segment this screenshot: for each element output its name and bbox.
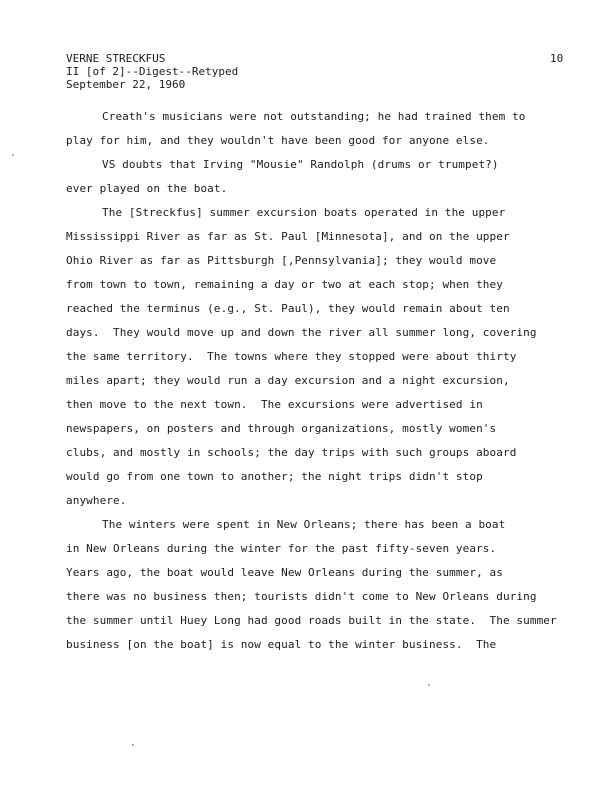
text-line: from town to town, remaining a day or two at each stop; when they (66, 278, 503, 291)
scan-speck (132, 744, 134, 746)
text-line: in New Orleans during the winter for the past fifty-seven years. (66, 542, 497, 555)
header-date: September 22, 1960 (66, 78, 186, 91)
text-line: would go from one town to another; the night trips didn't stop (66, 470, 483, 483)
text-line: miles apart; they would run a day excursion and a night excursion, (66, 374, 510, 387)
text-line: The winters were spent in New Orleans; there has been a boat (102, 518, 506, 531)
text-line: Creath's musicians were not outstanding; he had trained them to (102, 110, 526, 123)
scan-speck (12, 154, 14, 156)
text-line: play for him, and they wouldn't have been good for anyone else. (66, 134, 490, 147)
text-line: there was no business then; tourists didn't come to New Orleans during (66, 590, 537, 603)
header-series: II [of 2]--Digest--Retyped (66, 65, 239, 78)
text-line: Years ago, the boat would leave New Orleans during the summer, as (66, 566, 503, 579)
text-line: then move to the next town. The excursions were advertised in (66, 398, 483, 411)
text-line: clubs, and mostly in schools; the day trips with such groups aboard (66, 446, 517, 459)
text-line: newspapers, on posters and through organizations, mostly women's (66, 422, 497, 435)
text-line: the summer until Huey Long had good roads built in the state. The summer (66, 614, 557, 627)
header-name: VERNE STRECKFUS (66, 52, 166, 65)
document-header (66, 52, 238, 91)
text-line: the same territory. The towns where they stopped were about thirty (66, 350, 517, 363)
page-number: 10 (550, 52, 564, 65)
text-line: days. They would move up and down the river all summer long, covering (66, 326, 537, 339)
text-line: Ohio River as far as Pittsburgh [,Pennsylvania]; they would move (66, 254, 497, 267)
text-line: VS doubts that Irving "Mousie" Randolph (drums or trumpet?) (102, 158, 499, 171)
scan-speck (428, 684, 430, 686)
text-line: The [Streckfus] summer excursion boats operated in the upper (102, 206, 506, 219)
text-line: Mississippi River as far as St. Paul [Minnesota], and on the upper (66, 230, 510, 243)
text-line: ever played on the boat. (66, 182, 228, 195)
text-line: business [on the boat] is now equal to the winter business. The (66, 638, 497, 651)
text-line: reached the terminus (e.g., St. Paul), they would remain about ten (66, 302, 510, 315)
text-line: anywhere. (66, 494, 127, 507)
